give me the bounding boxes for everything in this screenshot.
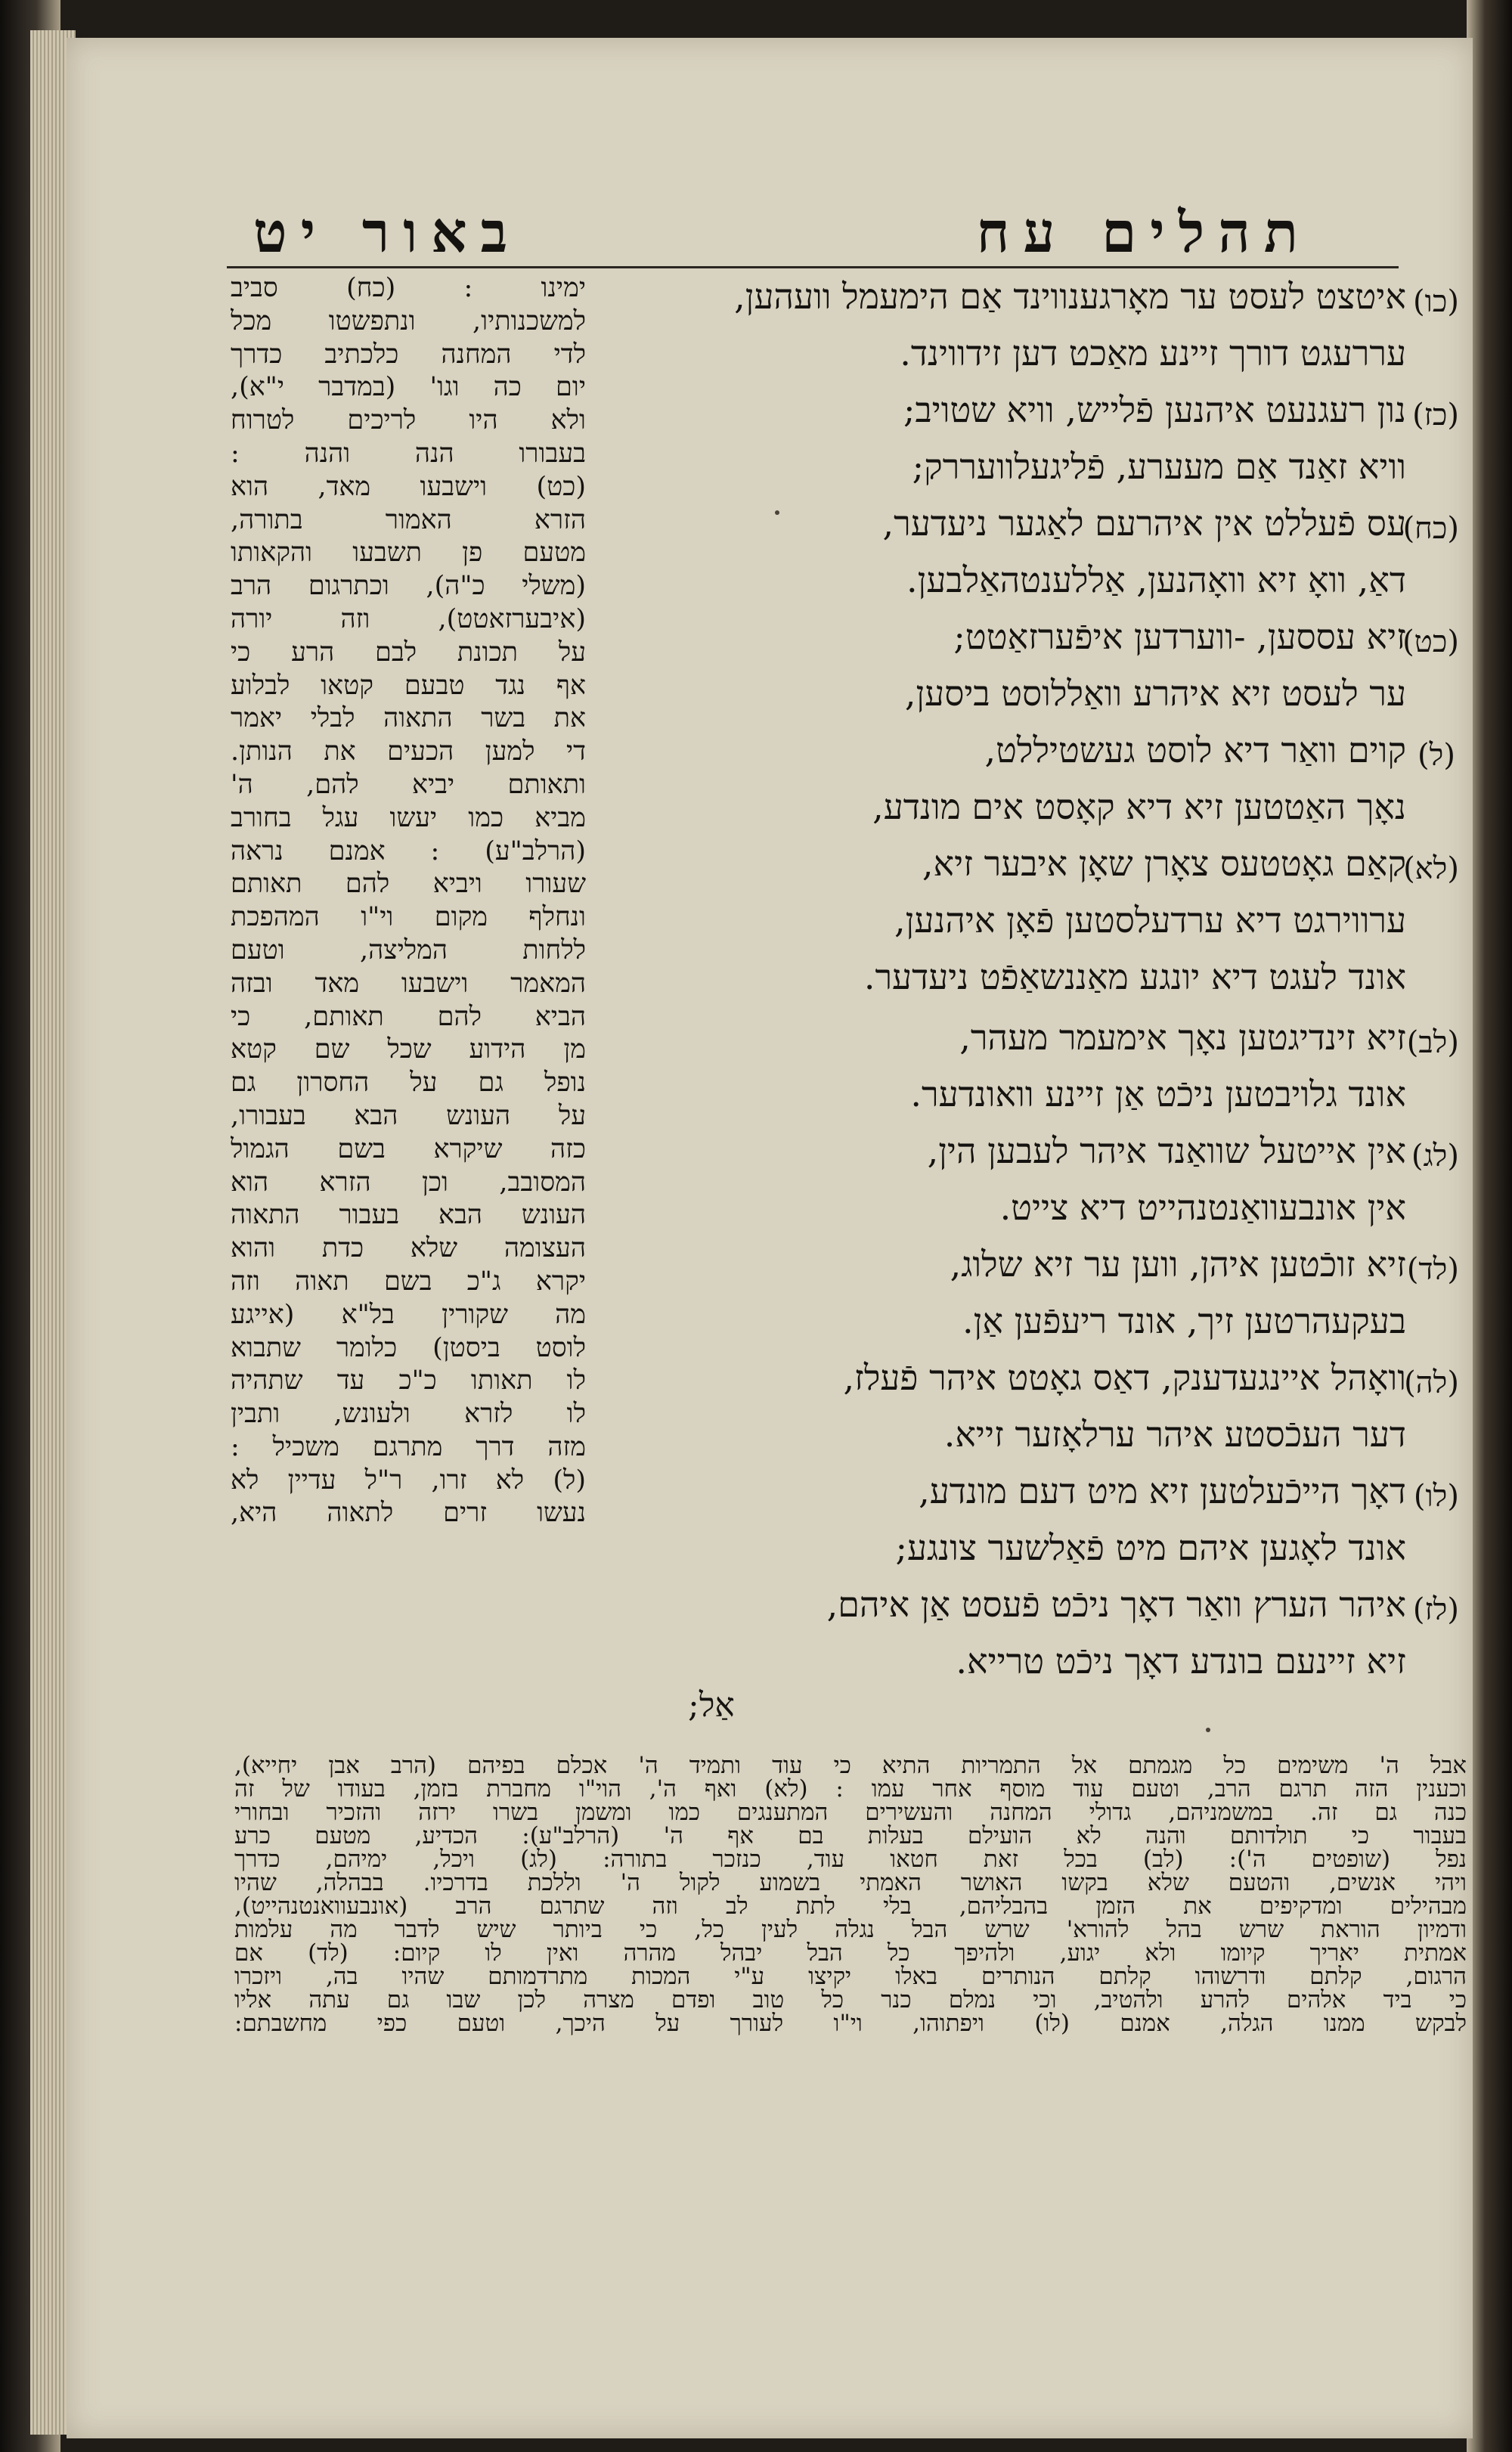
commentary-line: מטעם פן תשבעו והקאותו: [231, 538, 586, 569]
verse-number: (כח): [1402, 511, 1459, 546]
verse-number: (לא): [1403, 851, 1459, 886]
footnote-line: כנה גם זה. במשמניהם, גדולי המחנה והעשירים המתענגים כמו ומשמן בשרו ירזה והזכיר ובחורי: [234, 1801, 1467, 1824]
verse-line: נאָך האַטטען זיא דיא קאָסט אים מונדע,: [872, 786, 1406, 827]
footnote-line: בעבור כי תולדותם והנה לא הועילם בעלות בם אף ה' (הרלב"ע): הכדיע, מטעם כרע: [234, 1824, 1467, 1848]
verse-number: (לה): [1404, 1365, 1459, 1400]
commentary-line: המאמר וישבעו מאד ובזה: [231, 968, 586, 999]
commentary-line: על העונש הבא בעבורו,: [231, 1100, 586, 1131]
commentary-line: יום כה וגו' (במדבר י"א),: [231, 372, 586, 403]
verse-line: איטצט לעסט ער מאָרגענווינד אַם הימעמל וועהען,: [734, 276, 1406, 317]
footnote-line: ויהי אנשים, והטעם שלא בקשו האושר האמתי בשמוע לקול ה' וללכת בדרכיו. בבהלה, שהיו: [234, 1871, 1467, 1895]
verse-line: נון רעגנעט איהנען פֿלייש, וויא שטויב;: [903, 389, 1406, 430]
verse-line: ער לעסט זיא איהרע וואַללוסט ביסען,: [904, 673, 1406, 714]
commentary-line: ותאותם יביא להם, ה': [231, 769, 586, 800]
commentary-line: (הרלב"ע) : אמנם נראה: [231, 835, 586, 866]
commentary-line: מן הידוע שכל שם קטא: [231, 1034, 586, 1065]
verse-line: איהר הערץ וואַר דאָך ניכֿט פֿעסט אַן איהם,: [826, 1584, 1406, 1625]
commentary-line: ונחלף מקום וי"ו המהפכת: [231, 902, 586, 933]
footnote-block: [234, 1754, 1467, 2035]
commentary-line: על תכונת לבם הרע כי: [231, 637, 586, 668]
commentary-line: לדי המחנה כלכתיב כדרך: [231, 339, 586, 370]
verse-line: עררעגט דורך זיינע מאַכט דען זידווינד.: [900, 333, 1406, 374]
verse-line: קאַם גאָטטעס צאָרן שאָן איבער זיא,: [922, 843, 1406, 884]
footnote-line: וכענין הזה תרגם הרב, וטעם עוד מוסף אחר עמו : (לא) ואף ה', הוי"ו מחברת בזמן, בעודו של זה: [234, 1778, 1467, 1801]
commentary-line: די למען הכעים את הנותן.: [231, 736, 586, 767]
verse-line: זיא עססען, -ווערדען איפֿערזאַטט;: [953, 616, 1406, 657]
verse-number: (לד): [1406, 1252, 1459, 1287]
commentary-line: ללחות המליצה, וטעם: [231, 935, 586, 966]
commentary-line: לוסט ביסטן) כלומר שתבוא: [231, 1332, 586, 1363]
book-gutter-right: [1467, 0, 1512, 2452]
footnote-line: אבל ה' משימים כל מגמתם אל התמריות התיא כי עוד ותמיד ה' אכלם בפיהם (הרב אבן יחייא),: [234, 1754, 1467, 1778]
verse-line: אין אייטעל שוואַנד איהר לעבען הין,: [927, 1130, 1406, 1171]
commentary-line: מה שקורין בל"א (אייגע: [231, 1299, 586, 1330]
commentary-line: הזרא האמור בתורה,: [231, 504, 586, 535]
commentary-line: לו לזרא ולעונש, ותבין: [231, 1399, 586, 1430]
commentary-column: [231, 272, 586, 1530]
commentary-line: ימינו : (כח) סביב: [231, 273, 586, 303]
commentary-line: ולא היו לריכים לטרוח: [231, 405, 586, 436]
commentary-line: בעבורו הנה והנה :: [231, 438, 586, 469]
verse-line: קוים וואַר דיא לוסט געשטיללט,: [984, 730, 1406, 770]
commentary-line: (ל) לא זרו, ר"ל עדיין לא: [231, 1465, 586, 1496]
verse-number: (ל): [1418, 738, 1455, 773]
running-header-commentary: באור יט: [253, 200, 522, 265]
footnote-line: נפל (שופטים ה'): (לב) בכל זאת חטאו עוד, כנזכר בתורה: (לג) ויכל, ימיהם, כדרך: [234, 1848, 1467, 1871]
commentary-line: הביא להם תאותם, כי: [231, 1001, 586, 1032]
commentary-line: מביא כמו יעשו עגל בחורב: [231, 802, 586, 833]
catchword: אַל;: [688, 1686, 735, 1725]
footnote-line: מבהילים ומדקיפים את הזמן בהבליהם, בלי לתת לב וזה שתרגם הרב (אונבעוואנטנהייט),: [234, 1895, 1467, 1918]
verse-line: עס פֿעללט אין איהרעם לאַגער ניעדער,: [882, 503, 1406, 544]
footnote-line: ודמיון הוראת שרש בהל להורא' שרש הבל נגלה לעין כל, כי ביותר שיש לדבר מה עלמות: [234, 1918, 1467, 1942]
verse-line: דאַ, וואָ זיא וואָהנען, אַללענטהאַלבען.: [906, 560, 1406, 600]
ink-speck: [775, 510, 779, 515]
verse-number: (לו): [1413, 1479, 1459, 1514]
verse-number: (לז): [1412, 1592, 1459, 1627]
verse-line: אונד גלויבטען ניכֿט אַן זיינע וואונדער.: [910, 1074, 1406, 1114]
verse-line: ערווירגט דיא ערדעלסטען פֿאָן איהנען,: [894, 900, 1406, 941]
header-rule: [227, 266, 1399, 268]
commentary-line: אף נגד טבעם קטאו לבלוע: [231, 670, 586, 701]
verse-number: (לג): [1411, 1139, 1459, 1173]
ink-speck: [1206, 1728, 1210, 1732]
commentary-line: למשכנותיו, ונתפשטו מכל: [231, 305, 586, 336]
verse-line: אין אונבעוואַנטנהייט דיא צייט.: [999, 1187, 1406, 1228]
verse-number: (כז): [1412, 398, 1459, 432]
commentary-line: (משלי כ"ה), וכתרגום הרב: [231, 571, 586, 602]
verse-line: וואָהל איינגעדענק, דאַס גאָטט איהר פֿעלז,: [843, 1357, 1406, 1398]
commentary-line: מזה דרך מתרגם משכיל :: [231, 1431, 586, 1462]
verse-line: דאָך הייכֿעלטען זיא מיט דעם מונדע,: [919, 1471, 1406, 1511]
verse-line: זיא זוכֿטען איהן, ווען ער זיא שלוג,: [950, 1244, 1406, 1285]
commentary-line: את בשר התאוה לבלי יאמר: [231, 703, 586, 734]
verse-line: אונד לאָגען איהם מיט פֿאַלשער צונגע;: [895, 1527, 1406, 1568]
verse-line: זיא זינדיגטען נאָך אימעמר מעהר,: [959, 1017, 1406, 1058]
verse-line: וויא זאַנד אַם מעערע, פֿליגעלוועררק;: [912, 446, 1406, 487]
commentary-line: המסובב, וכן הזרא הוא: [231, 1167, 586, 1198]
commentary-line: לו תאותו כ"כ עד שתהיה: [231, 1365, 586, 1396]
footnote-line: אמתית יאריך קיומו ולא יגוע, ולהיפך כל הבל יבהל מהרה ואין לו קיום: (לד) אם: [234, 1942, 1467, 1965]
footnote-line: הרגום, קלתם ודרשוהו קלתם הנותרים באלו יקיצו ע"י המכות מתרדמותם שהיו בה, ויזכרו: [234, 1965, 1467, 1989]
commentary-line: יקרא ג"כ בשם תאוה וזה: [231, 1266, 586, 1297]
footnote-line: כי ביד אלהים להרע ולהטיב, וכי נמלם כנר כל טוב ופדם מצרה לכן שבו גם עתה אליו: [234, 1989, 1467, 2012]
commentary-line: (איבערזאטט), וזה יורה: [231, 603, 586, 634]
commentary-line: נעשו זרים לתאוה היא,: [231, 1498, 586, 1529]
verse-line: בעקעהרטען זיך, אונד ריעפֿען אַן.: [962, 1300, 1406, 1341]
verse-line: זיא זיינעם בונדע דאָך ניכֿט טרייא.: [956, 1641, 1406, 1682]
running-header-title: תהלים עח: [976, 200, 1312, 265]
commentary-line: העונש הבא בעבור התאוה: [231, 1200, 586, 1231]
commentary-line: נופל גם על החסרון גם: [231, 1068, 586, 1099]
verse-line: דער העכֿסטע איהר ערלאָזער זייא.: [943, 1414, 1406, 1455]
footnote-line: לבקש ממנו הגלה, אמנם (לו) ויפתוהו, וי"ו לעורך על היכך, וטעם כפי מחשבתם:: [234, 2012, 1467, 2035]
verse-number: (כט): [1402, 625, 1459, 659]
commentary-line: העצומה שלא כדת והוא: [231, 1233, 586, 1264]
commentary-line: (כט) וישבעו מאד, הוא: [231, 471, 586, 502]
verse-line: אונד לעגט דיא יונגע מאַננשאַפֿט ניעדער.: [863, 956, 1406, 997]
commentary-line: שעורו ויביא להם תאותם: [231, 869, 586, 900]
verse-number: (לב): [1406, 1025, 1459, 1060]
commentary-line: כזה שיקרא בשם הגמול: [231, 1133, 586, 1164]
verse-number: (כו): [1413, 284, 1459, 319]
